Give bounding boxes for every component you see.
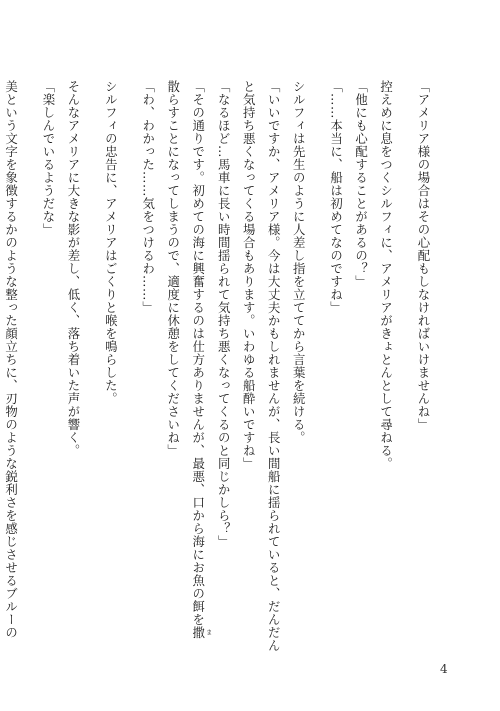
text-line: そんなアメリアに大きな影が差し、低く、落ち着いた声が響く。	[65, 80, 81, 457]
text-line: 美という文字を象徴するかのような整った顔立ちに、刃物のような鋭利さを感じさせるブルーの	[3, 80, 19, 639]
text-line: と気持ち悪くなってくる場合もあります。いわゆる船酔いですね」	[241, 80, 257, 470]
text-line: シルフィは先生のように人差し指を立ててから言葉を続ける。	[291, 80, 307, 444]
ruby-annotation: 撒 ま	[190, 626, 212, 639]
text-line: 「アメリア様の場合はその心配もしなければいけませんね」	[416, 80, 431, 431]
text-line: 「……本当に、船は初めてなのですね」	[328, 80, 344, 314]
text-line: 「いいですか、アメリア様。今は大丈夫かもしれませんが、長い間船に揺られていると、だんだん	[266, 80, 282, 652]
text-line: 控えめに息をつくシルフィに、アメリアがきょとんとして尋ねる。	[378, 80, 394, 470]
text-line: 「なるほど…馬車に長い時間揺られて気持ち悪くなってくるのと同じかしら？」	[216, 80, 232, 548]
vertical-text-body	[3, 80, 436, 652]
page-number: 4	[440, 662, 448, 676]
text-line: 「他にも心配することがあるの？」	[353, 80, 369, 288]
text-line: 「その通りです。初めての海に興奮するのは仕方ありませんが、最悪、口から海にお魚の餌を撒 ま	[190, 80, 212, 639]
text-line: 「わ、わかった……気をつけるわ……」	[140, 80, 156, 314]
text-line: 散らすことになってしまうので、適度に休憩をしてくださいね」	[165, 80, 181, 457]
text-line: シルフィの忠告に、アメリアはごくりと喉を鳴らした。	[103, 80, 119, 405]
text-line: 「楽しんでいるようだな」	[40, 80, 56, 236]
